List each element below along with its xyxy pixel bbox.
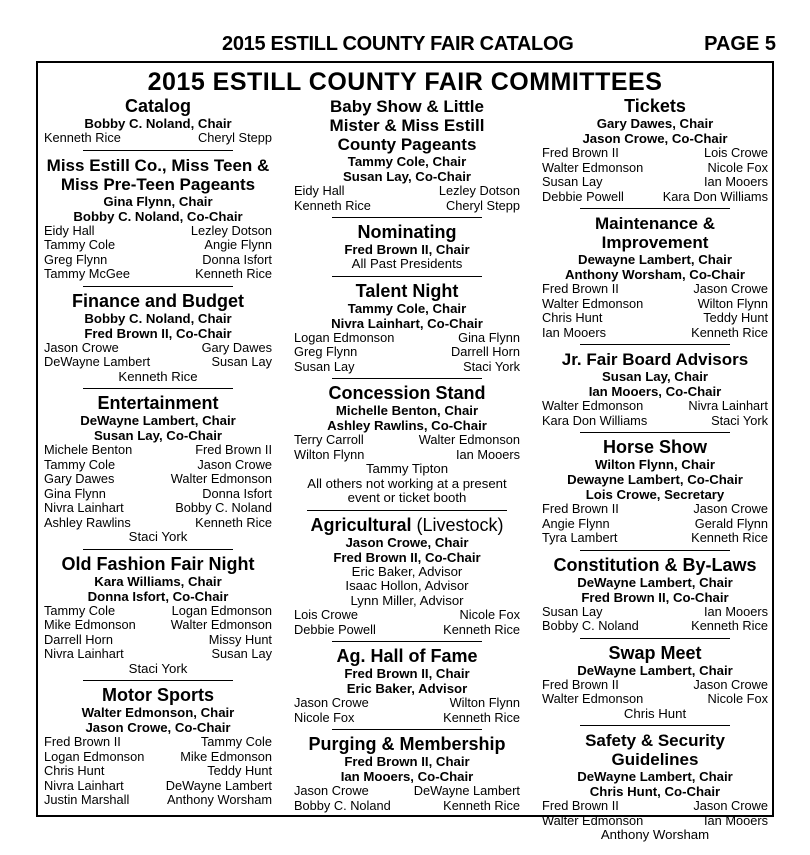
member-name: Gina Flynn [44,485,106,501]
committee-section [294,647,520,725]
committee-chair: Fred Brown II, Chair [344,666,470,681]
member-row [44,750,272,765]
committees-frame [36,61,774,842]
committee-chair: Fred Brown II, Co-Chair [333,549,481,565]
member-name: Tyra Lambert [542,530,618,545]
main-title: 2015 ESTILL COUNTY FAIR COMMITTEES [147,68,663,96]
member-name: DeWayne Lambert [44,354,151,369]
section-divider [83,286,233,287]
member-name: Nivra Lainhart [688,398,768,413]
committee-chair: Fred Brown II, Chair [344,754,470,769]
member-row [44,267,272,282]
member-name: Ian Mooers [703,603,768,619]
member-name: Jason Crowe [693,281,768,296]
member-name: Eidy Hall [294,183,345,198]
member-name: Jason Crowe [693,676,768,692]
committee-chair: Anthony Worsham, Co-Chair [565,267,745,282]
member-name: Wilton Flynn [697,295,768,311]
member-row [294,696,520,711]
member-row [44,604,272,619]
member-name: Susan Lay [211,646,272,661]
section-divider [332,276,482,277]
member-name: Ashley Rawlins [44,514,131,530]
committee-title: Old Fashion Fair Night [61,553,255,574]
member-row [294,199,520,214]
committee-title: Constitution & By-Laws [553,554,757,575]
member-note: Staci York [128,660,188,676]
committee-title: Finance and Budget [71,290,244,311]
member-name: Nivra Lainhart [44,777,124,793]
member-name: Fred Brown II [542,798,619,813]
member-name: Kenneth Rice [443,709,520,725]
member-name: Greg Flynn [44,251,108,267]
member-name: Mike Edmonson [44,617,136,632]
committee-section [44,292,272,385]
member-name: Nicole Fox [294,709,355,725]
member-row [294,184,520,199]
member-name: Gary Dawes [201,339,272,355]
committee-title: Horse Show [602,437,708,457]
committee-chair: Susan Lay, Co-Chair [94,428,222,443]
member-name: Kenneth Rice [195,514,272,530]
member-row [542,799,768,814]
member-name: Darrell Horn [44,631,113,647]
member-name: Nicole Fox [707,691,768,706]
member-name: Kenneth Rice [44,130,121,145]
member-name: Jason Crowe [693,501,768,516]
member-row [44,501,272,516]
member-row [44,238,272,253]
member-name: Logan Edmonson [171,602,272,618]
member-name: Justin Marshall [44,792,130,807]
member-name: Chris Hunt [542,310,603,325]
committee-chair: Tammy Cole, Chair [347,300,467,316]
member-name: Nicole Fox [707,159,768,175]
member-row [542,814,768,829]
member-name: Jason Crowe [693,798,768,813]
committee-section [542,214,768,340]
page-number: PAGE 5 [704,33,776,55]
member-row [44,355,272,370]
committee-section [44,156,272,282]
member-row [294,623,520,638]
member-name: Kenneth Rice [294,197,371,213]
member-row [542,502,768,517]
committee-chair: Eric Baker, Advisor [346,681,468,696]
member-name: Cheryl Stepp [446,197,520,213]
member-note: All Past Presidents [351,256,463,271]
member-row [44,472,272,487]
member-name: Bobby C. Noland [542,618,639,633]
catalog-title: 2015 ESTILL COUNTY FAIR CATALOG [222,33,574,55]
committee-title: Swap Meet [608,642,702,663]
member-note: Staci York [128,529,188,544]
member-row [44,458,272,473]
member-name: Ian Mooers [703,812,768,828]
member-name: Walter Edmonson [170,471,272,486]
member-row [542,190,768,205]
committee-title: Purging & Membership [308,734,506,754]
member-name: Kenneth Rice [443,621,520,637]
committee-chair: Fred Brown II, Co-Chair [581,589,729,605]
member-row [542,175,768,190]
section-divider [580,208,730,209]
page-header [36,33,776,59]
committee-chair: Tammy Cole, Chair [347,154,467,169]
member-name: Kenneth Rice [691,618,768,633]
member-name: Nivra Lainhart [44,500,124,515]
member-name: Lezley Dotson [190,222,272,238]
committee-chair: DeWayne Lambert, Chair [577,769,733,784]
committee-title: Catalog [124,96,191,116]
member-name: Walter Edmonson [542,812,644,828]
section-divider [580,344,730,345]
member-row [542,692,768,707]
section-divider [332,378,482,379]
member-row [44,647,272,662]
member-name: Angie Flynn [204,237,272,252]
member-name: Gerald Flynn [694,515,768,531]
column-left [44,97,272,808]
member-name: Walter Edmonson [418,432,520,447]
member-row [542,161,768,176]
member-name: Nicole Fox [459,607,520,622]
committee-chair: Fred Brown II, Chair [344,242,470,257]
member-name: Teddy Hunt [703,310,768,325]
committee-chair: Dewayne Lambert, Co-Chair [567,472,743,487]
member-name: Kenneth Rice [443,797,520,813]
member-name: Tammy Cole [44,602,116,618]
committee-section [294,384,520,506]
committee-chair: Jason Crowe, Chair [345,534,469,550]
member-name: Mike Edmonson [180,748,272,764]
member-name: Wilton Flynn [449,695,520,710]
committee-section [44,97,272,146]
member-row [44,793,272,808]
committee-advisor: Isaac Hollon, Advisor [345,578,469,593]
committee-title: Talent Night [355,280,459,301]
section-divider [580,638,730,639]
committee-chair: Bobby C. Noland, Chair [84,116,232,131]
member-name: Donna Isfort [202,251,272,267]
member-name: Fred Brown II [195,442,272,457]
member-name: Terry Carroll [294,432,364,447]
committee-chair: Ian Mooers, Co-Chair [340,769,474,784]
committee-section [44,686,272,808]
member-name: Staci York [463,358,520,374]
committee-chair: Jason Crowe, Co-Chair [85,720,231,735]
member-note: event or ticket booth [347,490,467,505]
member-name: Bobby C. Noland [294,797,391,813]
committee-chair: Ian Mooers, Co-Chair [588,384,722,399]
committee-chair: Donna Isfort, Co-Chair [87,588,229,604]
committee-chair: Wilton Flynn, Chair [594,457,716,472]
member-name: Angie Flynn [542,515,610,531]
committee-title: Motor Sports [102,685,214,705]
member-name: Susan Lay [542,174,603,189]
member-row [542,678,768,693]
member-name: Staci York [711,412,768,428]
committee-title: Nominating [357,222,457,242]
member-row [44,779,272,794]
committee-section [44,555,272,677]
member-name: Tammy McGee [44,266,131,281]
member-row [542,399,768,414]
member-name: Kara Don Williams [662,188,768,204]
section-divider [580,550,730,551]
committee-chair: Susan Lay, Co-Chair [343,169,471,184]
member-row [294,345,520,360]
committee-chair: Ashley Rawlins, Co-Chair [327,418,487,433]
member-row [44,224,272,239]
member-name: Tammy Cole [44,237,116,252]
member-row [44,487,272,502]
member-name: Bobby C. Noland [175,500,272,515]
member-name: Walter Edmonson [170,617,272,632]
member-row [294,799,520,814]
member-name: Chris Hunt [44,763,105,778]
section-divider [83,549,233,550]
member-row [294,608,520,623]
member-name: Logan Edmonson [44,748,145,764]
member-row [542,146,768,161]
committee-section [294,735,520,813]
committee-chair: Bobby C. Noland, Co-Chair [73,208,243,224]
member-row [542,414,768,429]
committee-chair: Chris Hunt, Co-Chair [589,784,721,799]
member-row [294,448,520,463]
member-name: Debbie Powell [294,621,376,637]
member-name: Fred Brown II [542,145,619,160]
committee-chair: Fred Brown II, Co-Chair [84,325,232,341]
member-name: Susan Lay [294,358,355,374]
member-note: Tammy Tipton [365,461,449,476]
committee-advisor: Lynn Miller, Advisor [350,592,464,608]
member-name: Cheryl Stepp [198,130,272,145]
section-divider [332,729,482,730]
member-row [294,784,520,799]
member-name: Walter Edmonson [542,398,644,413]
member-name: Tammy Cole [200,734,272,749]
committee-chair: DeWayne Lambert, Chair [577,662,733,678]
member-name: Kenneth Rice [691,530,768,545]
member-row [294,711,520,726]
committee-section [542,350,768,428]
committee-title-suffix: (Livestock) [416,514,504,535]
member-row [542,605,768,620]
member-row [294,433,520,448]
committee-section [542,556,768,634]
committee-title: Safety & Security Guidelines [585,731,725,769]
member-row [294,331,520,346]
member-name: Ian Mooers [703,174,768,189]
member-row [294,360,520,375]
committee-section [294,516,520,638]
column-right [542,97,768,843]
committee-chair: Lois Crowe, Secretary [585,487,725,502]
section-divider [83,680,233,681]
committee-section [44,394,272,545]
member-name: Lois Crowe [703,145,768,160]
member-name: Logan Edmonson [294,329,395,345]
committee-title: Tickets [624,96,686,116]
section-divider [580,432,730,433]
member-name: Fred Brown II [542,676,619,692]
member-note: All others not working at a present [307,475,507,491]
member-name: Jason Crowe [197,456,272,472]
committee-section [542,644,768,722]
member-name: Walter Edmonson [542,295,644,311]
section-divider [307,510,507,511]
member-name: Lois Crowe [294,607,359,622]
committee-advisor: Eric Baker, Advisor [351,563,463,579]
member-row [44,618,272,633]
member-row [44,735,272,750]
committee-chair: DeWayne Lambert, Chair [577,574,733,590]
member-name: Tammy Cole [44,456,116,472]
member-name: Susan Lay [211,354,272,369]
member-name: DeWayne Lambert [413,783,520,798]
section-divider [332,217,482,218]
member-row [542,297,768,312]
member-name: Walter Edmonson [542,691,644,706]
member-row [44,443,272,458]
member-name: Jason Crowe [294,695,369,710]
member-name: Gina Flynn [458,329,520,345]
member-row [542,282,768,297]
member-name: Kenneth Rice [691,324,768,340]
committee-section [542,97,768,204]
section-divider [83,150,233,151]
member-name: Lezley Dotson [438,183,520,198]
committee-chair: Walter Edmonson, Chair [81,705,235,720]
member-name: Nivra Lainhart [44,646,124,661]
member-row [44,633,272,648]
committee-chair: Jason Crowe, Co-Chair [582,131,728,146]
committee-title: Concession Stand [328,383,486,403]
member-name: Wilton Flynn [294,446,365,462]
member-name: Missy Hunt [208,631,272,647]
member-name: Kenneth Rice [195,266,272,281]
member-name: Gary Dawes [44,471,115,486]
committee-title: Entertainment [97,393,219,413]
committee-chair: Gary Dawes, Chair [596,116,714,131]
committee-section [542,731,768,843]
committee-section [542,438,768,546]
member-note: Chris Hunt [623,705,687,721]
member-name: Jason Crowe [44,339,119,355]
member-name: Susan Lay [542,603,603,619]
member-name: Donna Isfort [202,485,272,501]
member-row [542,517,768,532]
member-name: DeWayne Lambert [165,777,272,793]
member-name: Jason Crowe [294,783,369,798]
member-name: Darrell Horn [451,344,520,359]
committee-title: Miss Estill Co., Miss Teen & Miss Pre-Teen Pageants [46,155,270,194]
member-name: Walter Edmonson [542,159,644,175]
member-row [44,131,272,146]
committee-chair: Bobby C. Noland, Chair [84,310,232,326]
column-middle [294,97,520,813]
committee-section [294,97,520,213]
committee-section [294,282,520,375]
committee-title: Ag. Hall of Fame [336,646,478,666]
member-name: Teddy Hunt [207,763,272,778]
member-row [44,253,272,268]
member-row [44,516,272,531]
committee-section [294,223,520,272]
member-name: Ian Mooers [542,324,607,340]
member-name: Greg Flynn [294,344,358,359]
committee-title: Maintenance & Improvement [595,214,715,252]
member-row [44,341,272,356]
committee-title: Agricultural (Livestock) [310,514,504,535]
committee-chair: Kara Williams, Chair [94,573,222,589]
member-row [542,619,768,634]
committee-title: Jr. Fair Board Advisors [561,350,749,369]
member-name: Fred Brown II [542,501,619,516]
member-name: Fred Brown II [44,734,121,749]
member-note: Anthony Worsham [600,827,710,842]
section-divider [83,388,233,389]
member-name: Debbie Powell [542,188,624,204]
committee-chair: Gina Flynn, Chair [103,193,213,209]
member-row [44,764,272,779]
committee-title: Baby Show & Little Mister & Miss Estill County Pageants [329,97,485,154]
member-name: Eidy Hall [44,222,95,238]
member-name: Ian Mooers [455,446,520,462]
section-divider [332,641,482,642]
member-note: Kenneth Rice [118,368,198,384]
section-divider [580,725,730,726]
member-row [542,531,768,546]
member-row [542,311,768,326]
committee-chair: Susan Lay, Chair [601,369,709,384]
member-row [542,326,768,341]
committee-chair: Dewayne Lambert, Chair [578,252,732,267]
member-name: Kara Don Williams [542,412,648,428]
member-name: Michele Benton [44,442,133,457]
committee-chair: Michelle Benton, Chair [335,403,479,418]
committee-chair: Nivra Lainhart, Co-Chair [331,315,483,331]
committee-chair: DeWayne Lambert, Chair [80,413,236,428]
member-name: Anthony Worsham [166,792,272,807]
member-name: Fred Brown II [542,281,619,296]
